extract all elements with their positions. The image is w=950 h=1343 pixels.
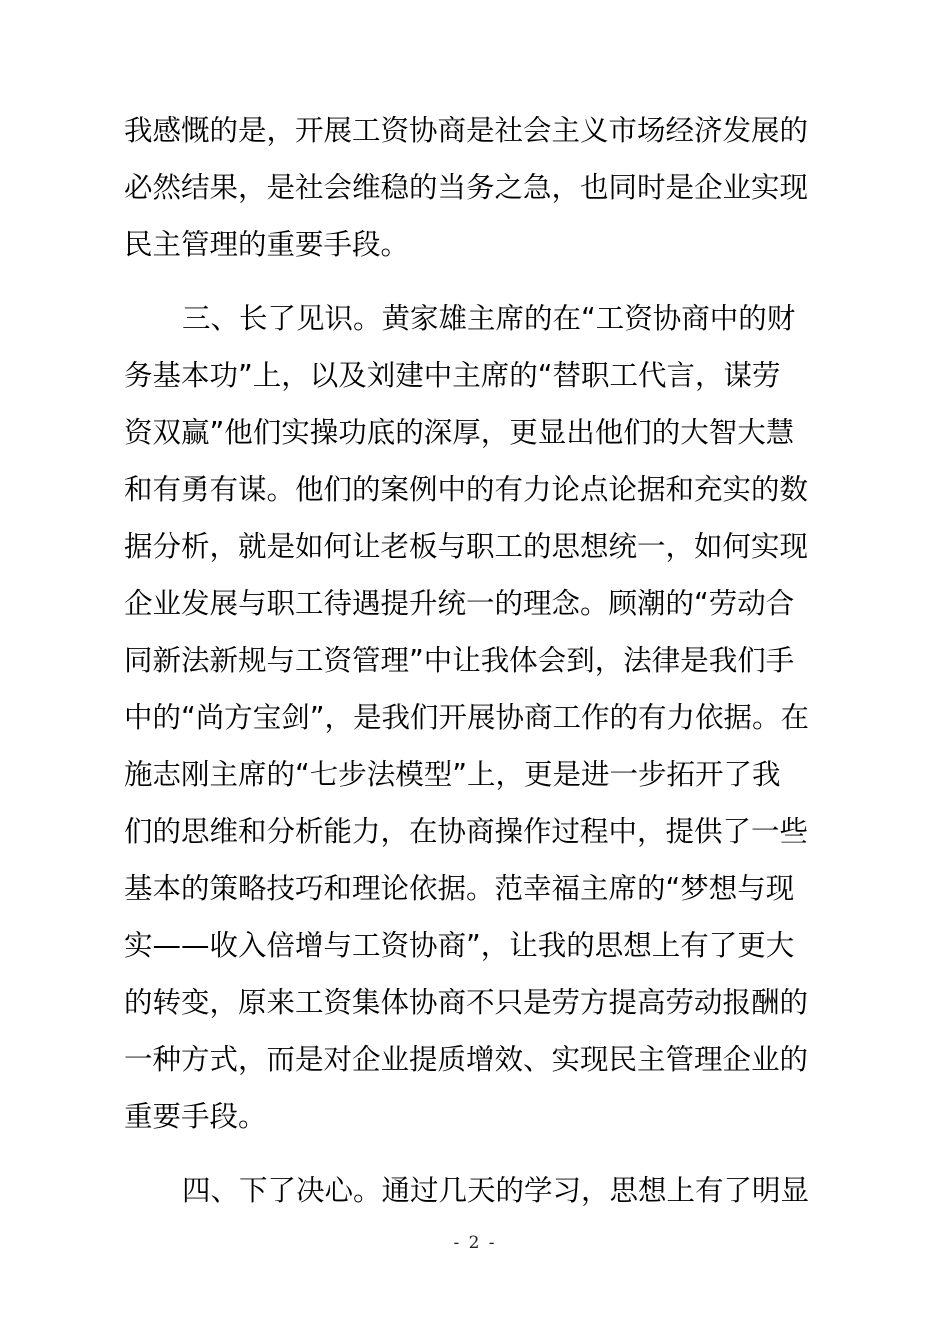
text-line: 务基本功”上，以及刘建中主席的“替职工代言，谋劳 (124, 359, 781, 392)
text-line: 必然结果，是社会维稳的当务之急，也同时是企业实现 (124, 171, 809, 204)
paragraph-1 (124, 102, 828, 273)
text-line: 三、长了见识。黄家雄主席的在“工资协商中的财 (182, 302, 796, 335)
text-line: 施志刚主席的“七步法模型”上，更是进一步拓开了我 (124, 758, 781, 791)
document-body (124, 102, 828, 1219)
paragraph-2 (124, 290, 828, 1145)
text-line: 四、下了决心。通过几天的学习，思想上有了明显 (182, 1174, 810, 1207)
text-line: 企业发展与职工待遇提升统一的理念。顾潮的“劳动合 (124, 587, 795, 620)
text-line: 民主管理的重要手段。 (124, 228, 410, 261)
text-line: 的转变，原来工资集体协商不只是劳方提高劳动报酬的 (124, 986, 809, 1019)
text-line: 实——收入倍增与工资协商”，让我的思想上有了更大 (124, 929, 795, 962)
paragraph-spacer (124, 1145, 828, 1162)
text-line: 们的思维和分析能力，在协商操作过程中，提供了一些 (124, 815, 809, 848)
text-line: 和有勇有谋。他们的案例中的有力论点论据和充实的数 (124, 473, 809, 506)
text-line: 资双赢”他们实操功底的深厚，更显出他们的大智大慧 (124, 416, 795, 449)
text-line: 重要手段。 (124, 1100, 267, 1133)
text-line: 一种方式，而是对企业提质增效、实现民主管理企业的 (124, 1043, 809, 1076)
paragraph-spacer (124, 273, 828, 290)
text-line: 我感慨的是，开展工资协商是社会主义市场经济发展的 (124, 114, 809, 147)
text-line: 中的“尚方宝剑”，是我们开展协商工作的有力依据。在 (124, 701, 810, 734)
text-line: 据分析，就是如何让老板与职工的思想统一，如何实现 (124, 530, 809, 563)
paragraph-3 (124, 1162, 828, 1219)
page-number: - 2 - (453, 1233, 497, 1253)
text-line: 基本的策略技巧和理论依据。范幸福主席的“梦想与现 (124, 872, 795, 905)
text-line: 同新法新规与工资管理”中让我体会到，法律是我们手 (124, 644, 795, 677)
